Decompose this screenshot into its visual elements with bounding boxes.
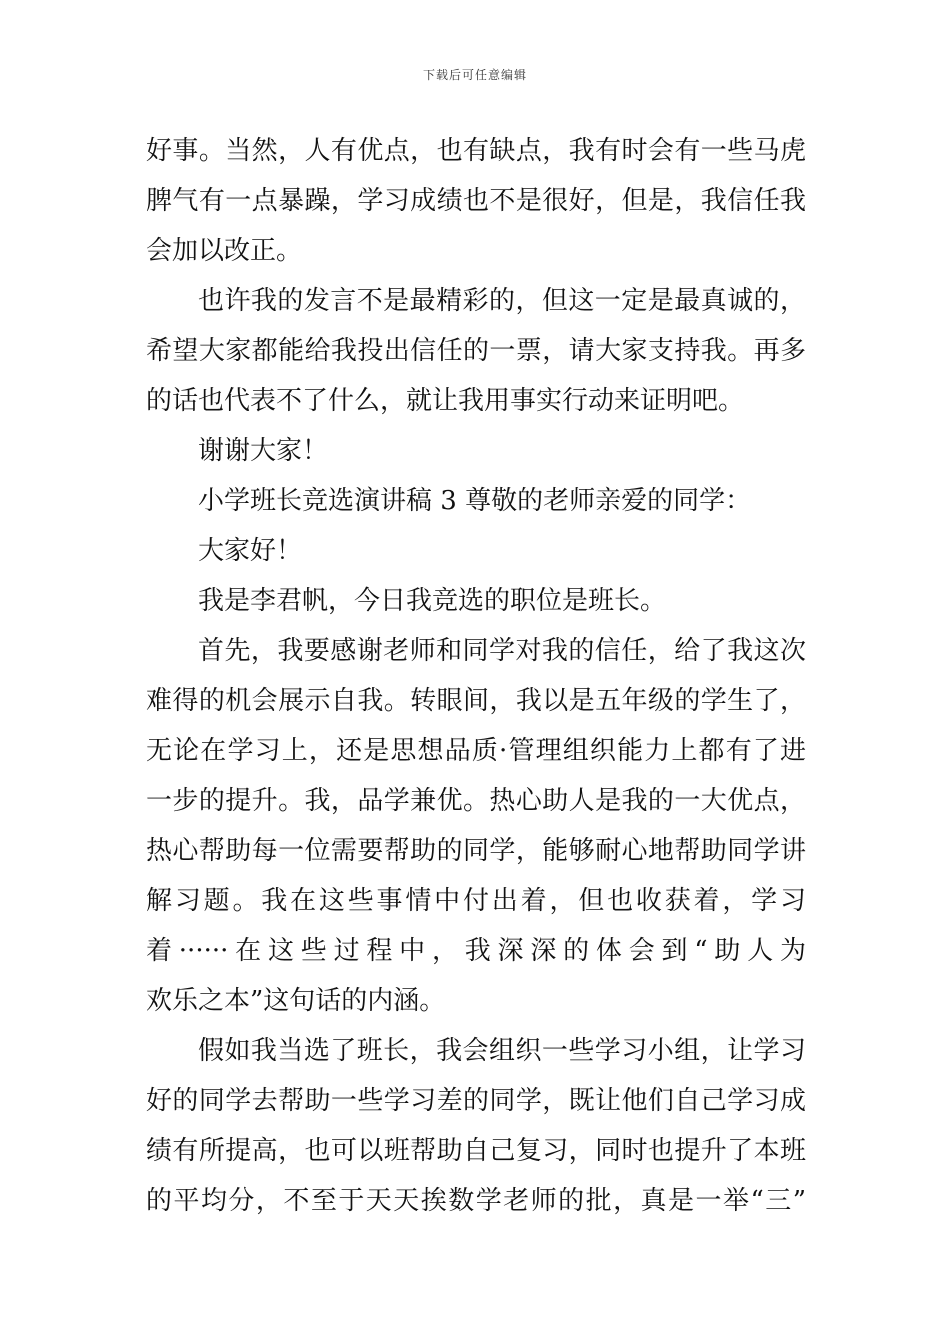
text-line: 也许我的发言不是最精彩的，但这一定是最真诚的， bbox=[198, 286, 806, 316]
text-line: 的平均分，不至于天天挨数学老师的批，真是一举“三” bbox=[146, 1186, 806, 1216]
text-line: 热心帮助每一位需要帮助的同学，能够耐心地帮助同学讲 bbox=[146, 836, 806, 866]
paragraph bbox=[146, 476, 806, 526]
paragraph bbox=[146, 526, 806, 576]
text-line: 好事。当然，人有优点，也有缺点，我有时会有一些马虎 bbox=[146, 136, 806, 166]
text-line: 脾气有一点暴躁，学习成绩也不是很好，但是，我信任我 bbox=[146, 186, 806, 216]
text-line: 一步的提升。我，品学兼优。热心助人是我的一大优点， bbox=[146, 786, 806, 816]
paragraph bbox=[146, 126, 806, 276]
text-line: 的话也代表不了什么，就让我用事实行动来证明吧。 bbox=[146, 386, 745, 416]
text-line: 希望大家都能给我投出信任的一票，请大家支持我。再多 bbox=[146, 336, 806, 366]
paragraph bbox=[146, 626, 806, 1026]
paragraph bbox=[146, 576, 806, 626]
text-line: 会加以改正。 bbox=[146, 236, 303, 266]
text-line: 首先，我要感谢老师和同学对我的信任，给了我这次 bbox=[198, 636, 806, 666]
text-line: 难得的机会展示自我。转眼间，我以是五年级的学生了， bbox=[146, 686, 806, 716]
paragraph bbox=[146, 426, 806, 476]
text-line: 欢乐之本”这句话的内涵。 bbox=[146, 986, 446, 1016]
text-line: 绩有所提高，也可以班帮助自己复习，同时也提升了本班 bbox=[146, 1136, 806, 1166]
text-line: 小学班长竞选演讲稿 3 尊敬的老师亲爱的同学： bbox=[198, 486, 752, 516]
page-header: 下载后可任意编辑 bbox=[422, 68, 527, 82]
paragraph bbox=[146, 1026, 806, 1226]
paragraph bbox=[146, 276, 806, 426]
text-line: 我是李君帆，今日我竞选的职位是班长。 bbox=[198, 586, 667, 616]
text-line: 着······在这些过程中，我深深的体会到“助人为 bbox=[146, 936, 806, 966]
text-line: 无论在学习上，还是思想品质·管理组织能力上都有了进 bbox=[146, 736, 806, 766]
text-line: 好的同学去帮助一些学习差的同学，既让他们自己学习成 bbox=[146, 1086, 806, 1116]
text-line: 谢谢大家！ bbox=[198, 436, 329, 466]
text-line: 大家好！ bbox=[198, 536, 303, 566]
text-line: 解习题。我在这些事情中付出着，但也收获着，学习 bbox=[146, 886, 806, 916]
text-line: 假如我当选了班长，我会组织一些学习小组，让学习 bbox=[198, 1036, 806, 1066]
document-body bbox=[146, 126, 806, 1226]
